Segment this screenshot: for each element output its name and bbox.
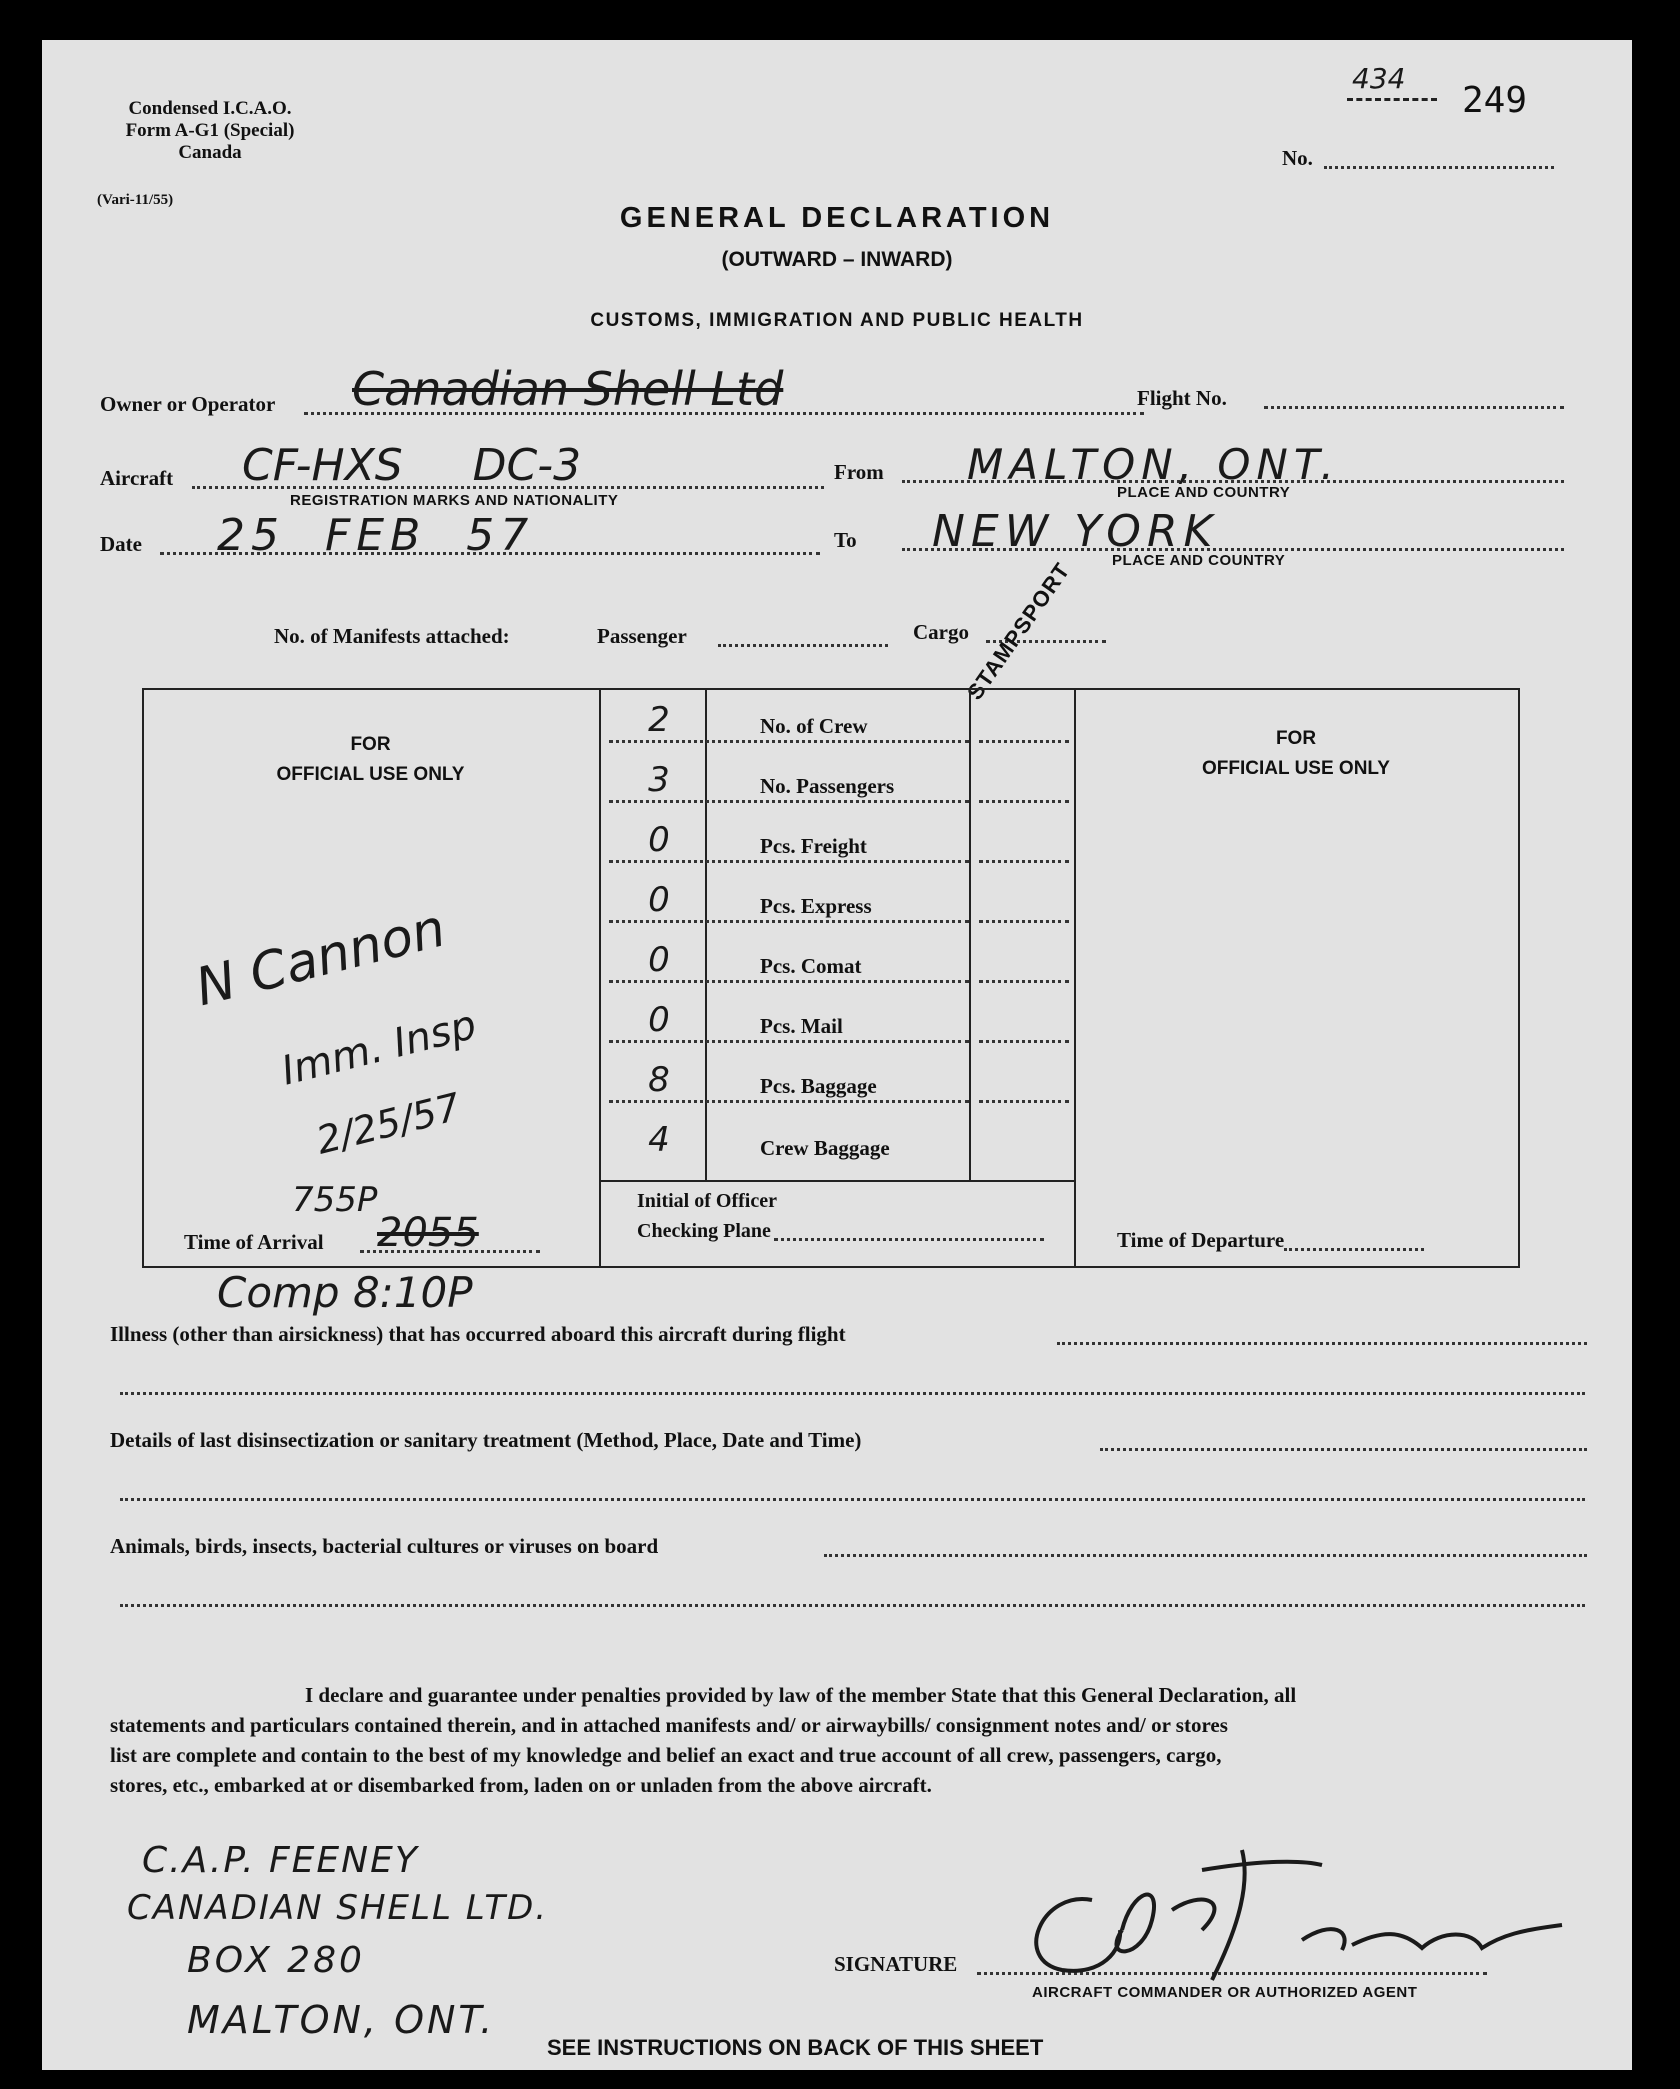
passengers-line (609, 800, 969, 803)
form-header-line2: Form A-G1 (Special) (125, 120, 295, 141)
to-label: To (834, 528, 857, 552)
animals-label: Animals, birds, insects, bacterial cultures or viruses on board (110, 1534, 659, 1558)
declaration-text (110, 1680, 1590, 1800)
address-line3: BOX 280 (187, 1940, 365, 1981)
ref-number: 249 (1462, 80, 1528, 121)
official-right-line1: FOR (1275, 728, 1317, 749)
express-label: Pcs. Express (760, 894, 872, 918)
form-header (110, 98, 310, 164)
freight-value: 0 (648, 820, 670, 860)
passengers-check-line (979, 800, 1069, 803)
owner-label: Owner or Operator (100, 392, 276, 416)
disinsect-label: Details of last disinsectization or sanitary treatment (Method, Place, Date and Time) (110, 1428, 862, 1452)
passengers-value: 3 (648, 760, 670, 800)
express-line (609, 920, 969, 923)
passenger-label: Passenger (597, 624, 687, 648)
disinsect-line-1 (1100, 1448, 1587, 1451)
place-caption-1: PLACE AND COUNTRY (1117, 484, 1291, 501)
date-value: 25 FEB 57 (217, 510, 535, 561)
comp-note: Comp 8:10P (217, 1268, 473, 1317)
form-code: (Vari-11/55) (97, 192, 174, 208)
illness-label: Illness (other than airsickness) that has occurred aboard this aircraft during flight (110, 1322, 846, 1346)
no-line (1324, 166, 1554, 169)
baggage-label: Pcs. Baggage (760, 1074, 877, 1098)
comat-label: Pcs. Comat (760, 954, 862, 978)
crew-baggage-value: 4 (648, 1120, 670, 1160)
mail-label: Pcs. Mail (760, 1014, 843, 1038)
time-departure-label: Time of Departure (1117, 1228, 1285, 1252)
customs-heading: CUSTOMS, IMMIGRATION AND PUBLIC HEALTH (590, 310, 1084, 331)
flight-label: Flight No. (1137, 386, 1227, 410)
to-value: NEW YORK (932, 506, 1219, 557)
passenger-line (718, 644, 888, 647)
illness-line-1 (1057, 1342, 1587, 1345)
official-signature-line2: Imm. Insp (277, 1001, 481, 1095)
form-sheet (42, 40, 1632, 2070)
form-header-line1: Condensed I.C.A.O. (128, 98, 292, 119)
crew-check-line (979, 740, 1069, 743)
owner-value: Canadian Shell Ltd (352, 362, 784, 416)
official-left (142, 730, 599, 790)
form-title: GENERAL DECLARATION (619, 202, 1055, 234)
baggage-line (609, 1100, 969, 1103)
time-arrival-label: Time of Arrival (184, 1230, 324, 1254)
from-label: From (834, 460, 884, 484)
freight-line (609, 860, 969, 863)
declaration-line2: statements and particulars contained therein, and in attached manifests and/ or airwaybills/ consignment notes and/ or stores (110, 1713, 1228, 1737)
flight-line (1264, 406, 1564, 409)
baggage-value: 8 (648, 1060, 670, 1100)
form-subtitle: (OUTWARD – INWARD) (721, 248, 953, 271)
official-right (1074, 724, 1518, 784)
officer-initial-label: Initial of Officer (637, 1190, 777, 1212)
comat-check-line (979, 980, 1069, 983)
express-check-line (979, 920, 1069, 923)
crew-baggage-label: Crew Baggage (760, 1136, 890, 1160)
time-departure-line (1284, 1248, 1424, 1251)
table-divider-3 (969, 688, 971, 1180)
official-signature-line1: N Cannon (190, 898, 452, 1019)
mail-check-line (979, 1040, 1069, 1043)
official-left-line2: OFFICIAL USE ONLY (276, 764, 465, 785)
baggage-check-line (979, 1100, 1069, 1103)
address-line4: MALTON, ONT. (187, 1998, 496, 2042)
crew-line (609, 740, 969, 743)
cargo-label: Cargo (913, 620, 969, 644)
official-right-line2: OFFICIAL USE ONLY (1202, 758, 1390, 779)
from-value: MALTON, ONT. (967, 440, 1340, 489)
comat-line (609, 980, 969, 983)
mail-line (609, 1040, 969, 1043)
illness-line-2 (120, 1392, 1585, 1395)
signature-label: SIGNATURE (834, 1952, 958, 1976)
crew-value: 2 (648, 700, 670, 740)
commander-signature (1002, 1830, 1582, 2000)
form-header-line3: Canada (178, 142, 242, 163)
express-value: 0 (648, 880, 670, 920)
official-signature-date: 2/25/57 (312, 1084, 465, 1163)
registration-caption: REGISTRATION MARKS AND NATIONALITY (290, 492, 619, 509)
freight-label: Pcs. Freight (760, 834, 867, 858)
no-label: No. (1282, 146, 1313, 170)
declaration-line3: list are complete and contain to the best of my knowledge and belief an exact and true account of all crew, passengers, cargo, (110, 1743, 1222, 1767)
animals-line-2 (120, 1604, 1585, 1607)
mail-value: 0 (648, 1000, 670, 1040)
time-arrival-revised: 755P (292, 1180, 378, 1220)
official-stamp: STAMPSPORT (962, 557, 1075, 705)
address-line2: CANADIAN SHELL LTD. (127, 1888, 549, 1928)
ref-top-number: 434 (1352, 62, 1406, 95)
checking-plane-label: Checking Plane (637, 1220, 771, 1242)
footer-instructions: SEE INSTRUCTIONS ON BACK OF THIS SHEET (547, 2035, 1044, 2060)
passengers-label: No. Passengers (760, 774, 895, 798)
table-divider-h (599, 1180, 1076, 1182)
freight-check-line (979, 860, 1069, 863)
date-label: Date (100, 532, 142, 556)
comat-value: 0 (648, 940, 670, 980)
declaration-line4: stores, etc., embarked at or disembarked from, laden on or unladen from the above aircraft. (110, 1773, 932, 1797)
official-left-line1: FOR (350, 734, 391, 755)
ref-underline (1347, 98, 1437, 101)
declaration-line1: I declare and guarantee under penalties provided by law of the member State that this General Declaration, all (305, 1683, 1297, 1707)
aircraft-value: CF-HXS DC-3 (242, 440, 582, 491)
aircraft-label: Aircraft (100, 466, 174, 490)
animals-line-1 (824, 1554, 1587, 1557)
officer-initial-line (774, 1238, 1044, 1241)
address-line1: C.A.P. FEENEY (142, 1840, 419, 1881)
manifests-label: No. of Manifests attached: (274, 624, 510, 648)
table-divider-2 (705, 688, 707, 1180)
signature-caption: AIRCRAFT COMMANDER OR AUTHORIZED AGENT (1032, 1984, 1418, 2001)
disinsect-line-2 (120, 1498, 1585, 1501)
crew-label: No. of Crew (760, 714, 868, 738)
place-caption-2: PLACE AND COUNTRY (1112, 552, 1286, 569)
time-arrival-struck: 2055 (377, 1210, 479, 1256)
